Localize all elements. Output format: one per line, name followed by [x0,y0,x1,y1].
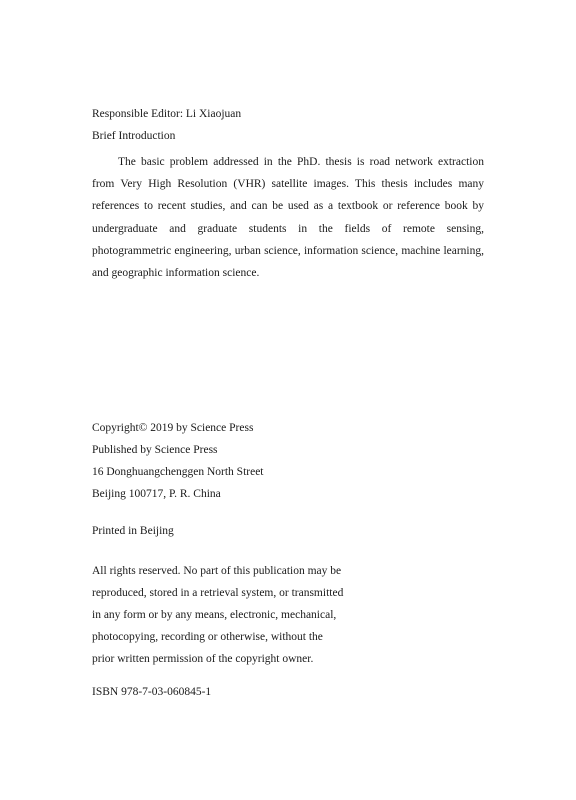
rights-line: in any form or by any means, electronic, mechanical, [92,609,337,621]
address-city-line: Beijing 100717, P. R. China [92,488,221,500]
publisher-line: Published by Science Press [92,444,218,456]
responsible-editor: Responsible Editor: Li Xiaojuan [92,108,242,120]
rights-line: prior written permission of the copyright owner. [92,653,314,665]
brief-introduction-text: The basic problem addressed in the PhD. thesis is road network extraction from Very High Resolution (VHR) satellite images. This thesis includes many references to recent studies, and can be used as a textbook or reference book by undergraduate and graduate students in the fields of remote sensing, photogrammetric engineering, urban science, information science, machine learning, and geographic information science. [92,156,484,280]
printed-in-line: Printed in Beijing [92,525,174,537]
copyright-block [92,417,492,505]
rights-line: photocopying, recording or otherwise, without the [92,631,323,643]
rights-line: reproduced, stored in a retrieval system, or transmitted [92,587,344,599]
page-header [92,103,492,147]
isbn-block [92,681,492,703]
printed-block [92,520,492,542]
brief-introduction-heading: Brief Introduction [92,130,176,142]
copyright-line: Copyright© 2019 by Science Press [92,422,254,434]
isbn-line: ISBN 978-7-03-060845-1 [92,686,212,698]
address-street-line: 16 Donghuangchenggen North Street [92,466,264,478]
rights-statement [92,560,492,670]
rights-line: All rights reserved. No part of this publication may be [92,565,342,577]
